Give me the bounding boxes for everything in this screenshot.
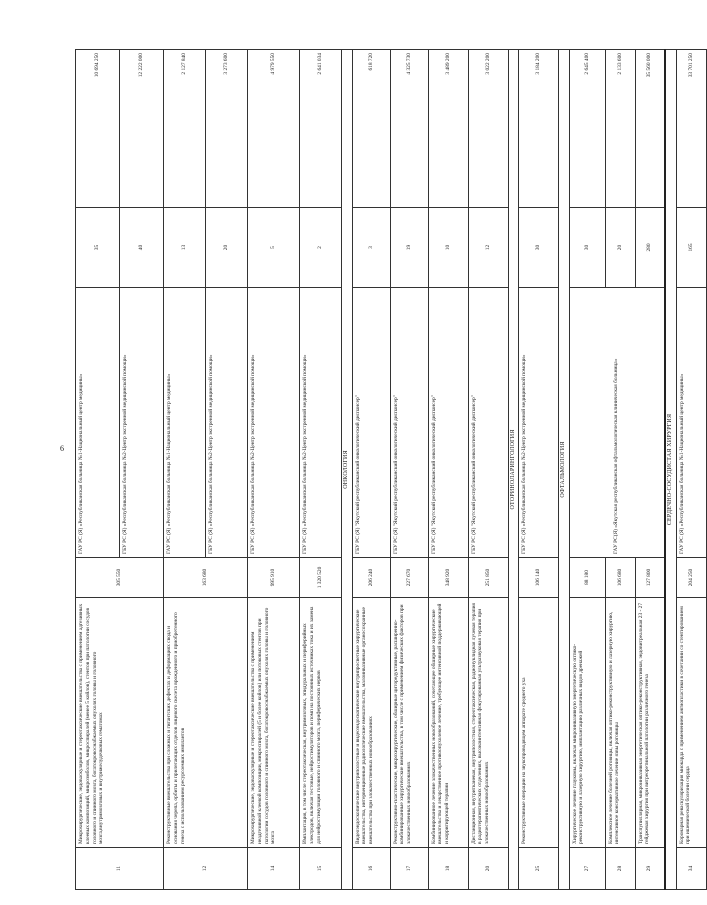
row-volume: 3 (352, 208, 390, 288)
row-number: 17 (390, 848, 428, 890)
row-volume: 280 (635, 208, 665, 288)
row-organization: ГБУ РС (Я) "Якутский республиканский онкологический диспансер" (352, 288, 390, 558)
row-description: Имплантация, в том числе стереотаксическая, внутримозговых, эпидуральных и периферийных электродов, включая тестовые, нейростимуляторов и помп на постоянных источниках тока и их замена для нейростимуляции головного и спинного мозга, периферических нервов (300, 598, 342, 848)
row-volume: 10 (428, 208, 468, 288)
row-number: 34 (676, 848, 706, 890)
row-number: 16 (352, 848, 390, 890)
table-row (390, 50, 428, 890)
table-row (352, 50, 390, 890)
row-cost: 127 800 (635, 558, 665, 598)
row-cost: 206 240 (352, 558, 390, 598)
table-row (248, 50, 300, 890)
table-row (76, 50, 120, 890)
section-header-row (342, 50, 353, 890)
row-volume: 30 (519, 208, 559, 288)
section-otorhinolaryngology: ОТОРИНОЛАРИНГОЛОГИЯ (508, 50, 519, 890)
row-organization: ГАУ РС (Я) «Республиканская больница №1-Национальный центр медицины» (676, 288, 706, 558)
row-organization: ГБУ РС (Я) "Якутский республиканский онкологический диспансер" (390, 288, 428, 558)
row-sum: 2 645 400 (569, 50, 605, 208)
row-description: Микрохирургические, эндоваскулярные и стереотаксические вмешательства с применением адгезивных клеевых композиций, микроэмболов, микроспиралей (менее 5 койлов), стентов при патологии сосудов головного и спинного мозга, богатокровоснабжаемых опухолях головы и головного мозга,внутримозговых и внутрижелудочковых гематомах (76, 598, 164, 848)
row-cost: 106 680 (605, 558, 635, 598)
row-number: 18 (428, 848, 468, 890)
row-organization: ГБУ РС (Я) "Якутский республиканский онкологический диспансер" (428, 288, 468, 558)
row-organization: ГБУ РС (Я) «Республиканская больница №2-Центр экстренной медицинской помощи» (300, 288, 342, 558)
row-sum: 3 489 200 (428, 50, 468, 208)
table-row (428, 50, 468, 890)
table-row (676, 50, 706, 890)
row-organization: ГАУ РС(Я) «Якутская республиканская офтальмологическая клиническая больница» (569, 288, 665, 558)
row-organization: ГБУ РС (Я) «Республиканская больница №2-Центр экстренной медицинской помощи» (206, 288, 248, 558)
row-sum: 10 694 250 (76, 50, 120, 208)
row-cost: 251 850 (468, 558, 508, 598)
row-volume: 20 (605, 208, 635, 288)
row-cost: 348 920 (428, 558, 468, 598)
row-cost: 995 910 (248, 558, 300, 598)
row-sum: 3 273 600 (206, 50, 248, 208)
row-sum: 2 133 600 (605, 50, 635, 208)
row-sum: 4 325 730 (390, 50, 428, 208)
row-description: Транспупиллярная, микроинвазивная энергетическая оптико-реконструктивная, эндовитреальная 23 - 27 гейджевая хирургия при витреоретинальной патологии различного генеза (635, 598, 665, 848)
section-header-row (508, 50, 519, 890)
row-number: 14 (248, 848, 300, 890)
table-row (519, 50, 559, 890)
table-row (164, 50, 206, 890)
table-row (468, 50, 508, 890)
row-volume: 40 (120, 208, 164, 288)
row-cost: 305 550 (76, 558, 164, 598)
row-number: 20 (468, 848, 508, 890)
services-table (75, 49, 707, 890)
row-description: Реконструктивные вмешательства при сложных и гигантских дефектах и деформациях свода и основания черепа, орбиты и прилегающих отделов лицевого скелета врожденного и приобретенного генеза с использованием ресурсоемких имплантов (164, 598, 248, 848)
row-sum: 3 022 200 (468, 50, 508, 208)
section-oncology: ОНКОЛОГИЯ (342, 50, 353, 890)
row-volume: 13 (164, 208, 206, 288)
row-description: Хирургическое лечение глаукомы, включая микроинвазивную энергетическую оптико-реконструктивную и лазерную хирургию, имплантацию различных видов дренажей (569, 598, 605, 848)
row-sum: 4 979 550 (248, 50, 300, 208)
row-description: Микрохирургические, эндоваскулярные и стереотаксические вмешательства с применением неадгезивной клеевой композиции, микроспиралей (5 и более койлов) или потоковых стентов при патологии сосудов головного и спинного мозга, богатокровоснабжаемых опухолях головы и головного мозга (248, 598, 300, 848)
section-ophthalmology: ОФТАЛЬМОЛОГИЯ (559, 50, 570, 890)
row-number: 27 (569, 848, 605, 890)
row-number: 15 (300, 848, 342, 890)
row-sum: 618 720 (352, 50, 390, 208)
row-organization: ГБУ РС (Я) «Республиканская больница №2-Центр экстренной медицинской помощи» (519, 288, 559, 558)
row-volume: 2 (300, 208, 342, 288)
row-cost: 1 320 520 (300, 558, 342, 598)
row-description: Комбинированное лечение злокачественных новообразований, сочетающее обширные хирургические вмешательства и лекарственное противоопухолевое лечение, требующее интенсивной поддерживающей и корригирующей терапии (428, 598, 468, 848)
row-volume: 5 (248, 208, 300, 288)
table-row (569, 50, 605, 890)
row-cost: 227 670 (390, 558, 428, 598)
row-sum: 3 184 200 (519, 50, 559, 208)
table-row (300, 50, 342, 890)
row-volume: 20 (206, 208, 248, 288)
row-sum: 35 560 000 (635, 50, 665, 208)
row-volume: 19 (390, 208, 428, 288)
row-number: 28 (605, 848, 635, 890)
section-header-row (559, 50, 570, 890)
row-cost: 88 180 (569, 558, 605, 598)
row-description: Дистанционная, внутритканевая, внутриполостная, стереотаксическая, радионуклидная лучевая терапия в радиотерапевтических отделениях, высокоинтенсивная фокусированная ультразвуковая терапия при злокачественных новообразованиях (468, 598, 508, 848)
row-volume: 12 (468, 208, 508, 288)
row-organization: ГБУ РС (Я) «Республиканская больница №2-Центр экстренной медицинской помощи» (120, 288, 164, 558)
rotated-table-container (75, 50, 694, 890)
row-number: 11 (76, 848, 164, 890)
row-volume: 30 (569, 208, 605, 288)
row-cost: 204 250 (676, 558, 706, 598)
row-description: Видеоэндоскопические внутриполостные и видеоэндоскопические внутрипросветные хирургические вмешательства, интервенционные радиологические вмешательства, малоинвазивные органосохранные вмешательства при злокачественных новообразованиях (352, 598, 390, 848)
section-cardiovascular: СЕРДЕЧНО-СОСУДИСТАЯ ХИРУРГИЯ (665, 50, 676, 890)
row-sum: 2 127 840 (164, 50, 206, 208)
row-organization: ГБУ РС (Я) «Республиканская больница №2-Центр экстренной медицинской помощи» (248, 288, 300, 558)
row-description: Реконструктивно-пластические, микрохирургические, обширные циторедуктивные, расширенно-комбинированные хирургические вмешательства, в том числе с применением физических факторов при злокачественных новообразованиях (390, 598, 428, 848)
row-description: Коронарная реваскуляризация миокарда с применением ангиопластики в сочетании со стентированием при ишемической болезни сердца (676, 598, 706, 848)
row-cost: 106 140 (519, 558, 559, 598)
row-description: Комплексное лечение болезней роговицы, включая оптико-реконструктивную и лазерную хирургию, интенсивное консервативное лечение язвы роговицы (605, 598, 635, 848)
row-number: 29 (635, 848, 665, 890)
row-organization: ГАУ РС (Я) «Республиканская больница №1-Национальный центр медицины» (76, 288, 120, 558)
row-volume: 35 (76, 208, 120, 288)
row-number: 12 (164, 848, 248, 890)
row-organization: ГБУ РС (Я) "Якутский республиканский онкологический диспансер" (468, 288, 508, 558)
row-description: Реконструктивные операции на звукопроводящем аппарате среднего уха (519, 598, 559, 848)
row-sum: 2 641 034 (300, 50, 342, 208)
row-sum: 33 701 250 (676, 50, 706, 208)
row-volume: 165 (676, 208, 706, 288)
row-cost: 163 680 (164, 558, 248, 598)
page-number: 6 (60, 444, 64, 453)
row-sum: 12 222 000 (120, 50, 164, 208)
row-organization: ГАУ РС (Я) «Республиканская больница №1-Национальный центр медицины» (164, 288, 206, 558)
row-number: 25 (519, 848, 559, 890)
section-header-row (665, 50, 676, 890)
